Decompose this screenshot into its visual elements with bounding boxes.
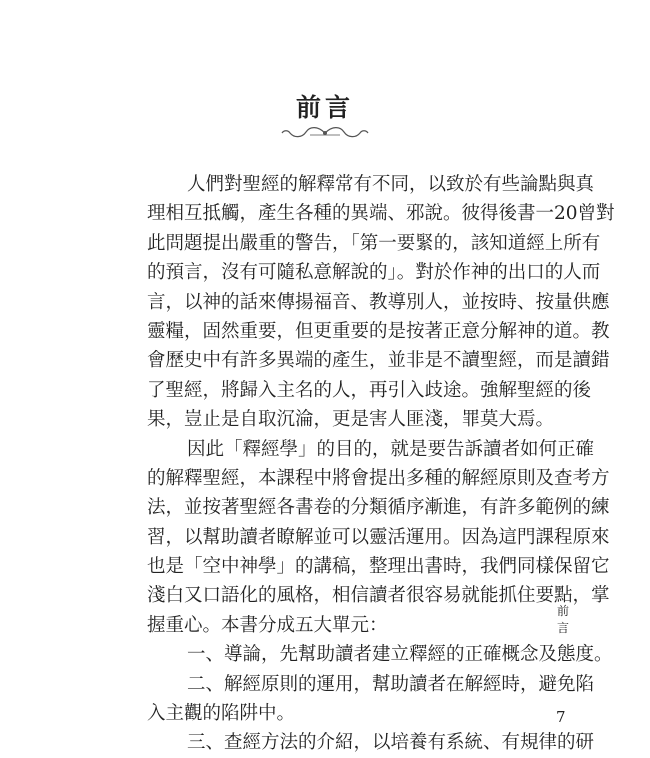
page-title: 前言	[295, 93, 354, 122]
text-line: 言，以神的話來傳揚福音、教導別人，並按時、按量供應	[147, 291, 610, 313]
text-line: 握重心。本書分成五大單元：	[147, 614, 388, 636]
ornament-divider	[280, 124, 370, 142]
text-line: 此問題提出嚴重的警告，「第一要緊的，該知道經上所有	[147, 232, 601, 254]
text-line: 的預言，沒有可隨私意解說的」。對於作神的出口的人而	[147, 262, 601, 284]
text-line: 理相互抵觸，產生各種的異端、邪說。彼得後書一20曾對	[147, 203, 615, 225]
text-line: 習，以幫助讀者瞭解並可以靈活運用。因為這門課程原來	[147, 526, 610, 548]
text-line: 二、解經原則的運用，幫助讀者在解經時，避免陷	[187, 673, 595, 695]
page-number: 7	[556, 708, 566, 726]
text-line: 了聖經，將歸入主名的人，再引入歧途。強解聖經的後	[147, 379, 592, 401]
text-line: 會歷史中有許多異端的產生，並非是不讀聖經，而是讀錯	[147, 350, 610, 372]
text-line: 靈糧，固然重要，但更重要的是按著正意分解神的道。教	[147, 320, 610, 342]
text-line: 人們對聖經的解釋常有不同，以致於有些論點與真	[187, 174, 595, 195]
text-line: 法，並按著聖經各書卷的分類循序漸進，有許多範例的練	[147, 497, 610, 519]
running-header-side	[555, 603, 571, 637]
side-label: 前 言	[556, 604, 569, 635]
text-line: 果，豈止是自取沉淪，更是害人匪淺，罪莫大焉。	[147, 409, 555, 431]
text-line: 入主觀的陷阱中。	[147, 703, 296, 725]
text-line: 一、導論，先幫助讀者建立釋經的正確概念及態度。	[187, 644, 613, 666]
text-line: 三、查經方法的介紹，以培養有系統、有規律的研	[187, 732, 595, 754]
text-line: 淺白又口語化的風格，相信讀者很容易就能抓住要點，掌	[147, 585, 610, 607]
text-line: 因此「釋經學」的目的，就是要告訴讀者如何正確	[187, 438, 595, 460]
text-line: 的解釋聖經，本課程中將會提出多種的解經原則及查考方	[147, 467, 610, 489]
text-line: 也是「空中神學」的講稿，整理出書時，我們同樣保留它	[147, 556, 610, 578]
